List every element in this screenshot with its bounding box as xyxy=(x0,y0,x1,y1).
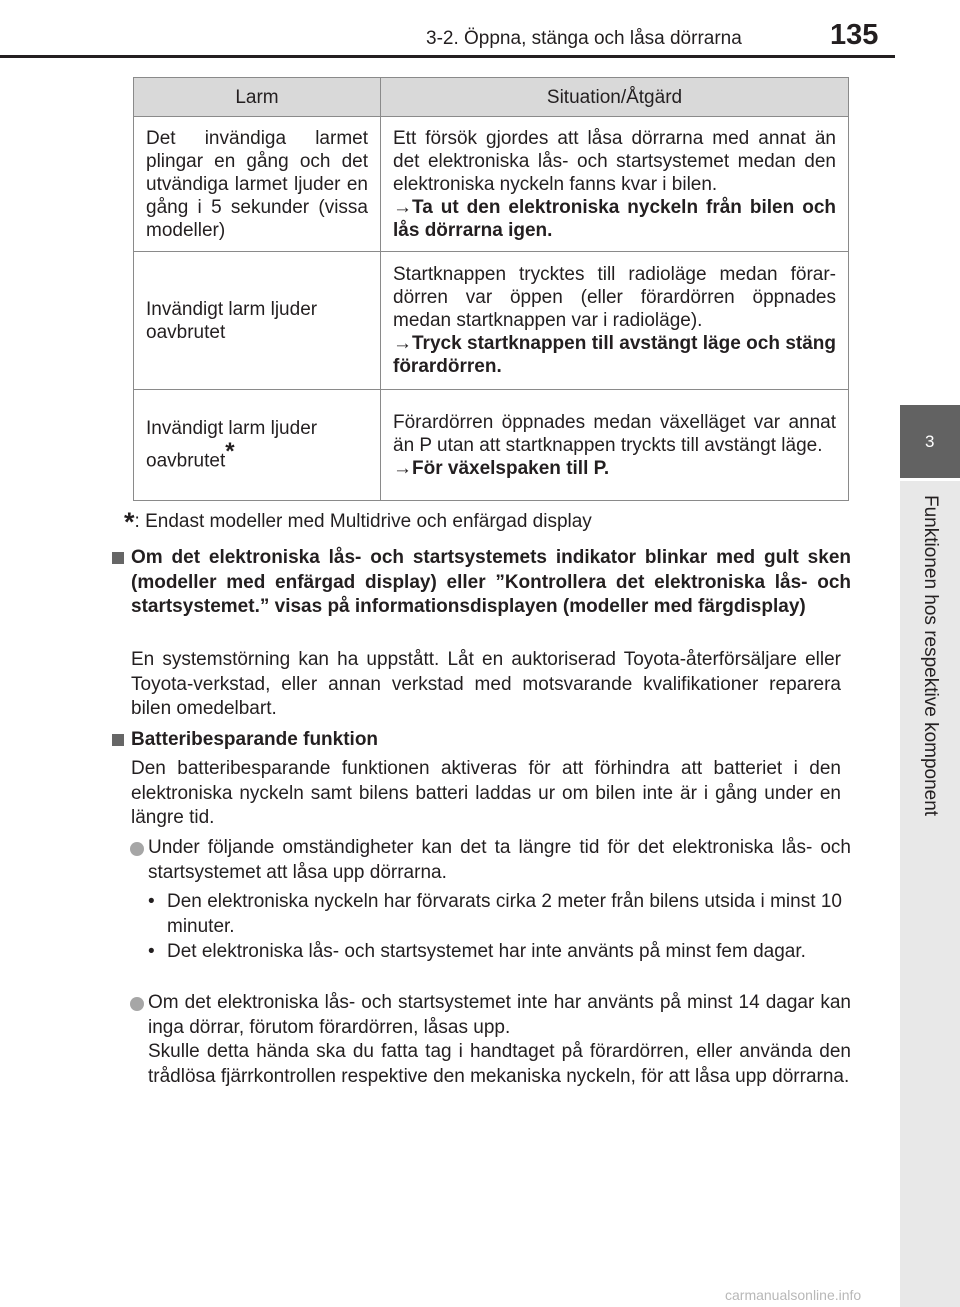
arrow-icon: → xyxy=(393,333,412,354)
situation-text: Ett försök gjordes att låsa dörrarna med annat än det elektroniska lås- och startsystemet medan den elektroniska nyckeln fanns kvar i bilen. xyxy=(393,127,836,195)
list-item xyxy=(148,991,851,1089)
dot-bullet-icon: • xyxy=(148,891,155,912)
table-row xyxy=(134,117,849,252)
page-number: 135 xyxy=(830,19,879,51)
circle-bullet-icon xyxy=(130,842,144,856)
section-body-battery: Den batteribesparande funktionen aktiveras för att förhindra att batteriet i den elektroniska nyckeln samt bilens batteri laddas ur om bilen inte är i gång under en längre tid. xyxy=(131,758,841,828)
situation-cell xyxy=(381,252,849,390)
table-row xyxy=(134,390,849,501)
circle-bullet-icon xyxy=(130,997,144,1011)
sub-list-item: Det elektroniska lås- och startsystemet har inte använts på minst fem dagar. xyxy=(167,941,806,962)
footnote xyxy=(124,507,592,537)
dot-bullet-icon: • xyxy=(148,941,155,962)
chapter-number: 3 xyxy=(925,432,935,451)
arrow-icon: → xyxy=(393,457,412,479)
chapter-title: Funktionen hos respektive komponent xyxy=(920,495,941,817)
list-item-continuation: Skulle detta hända ska du fatta tag i handtaget på förardörren, eller använda den trådlösa fjärrkontrollen respektive den mekaniska nyckeln, för att låsa upp dörrarna. xyxy=(148,1041,851,1087)
action-text: Ta ut den elektroniska nyckeln från bilen och lås dörrarna igen. xyxy=(393,196,836,241)
alarm-cell xyxy=(134,117,381,252)
situation-cell xyxy=(381,117,849,252)
list-item: Under följande omständigheter kan det ta längre tid för det elektroniska lås- och startsystemet att låsa upp dörrarna. xyxy=(148,837,851,883)
alarm-cell xyxy=(134,252,381,390)
list-item-text: Om det elektroniska lås- och startsystemet inte har använts på minst 14 dagar kan inga dörrar, förutom förardörren, låsas upp. xyxy=(148,992,851,1038)
section-heading-indicator: Om det elektroniska lås- och startsystemets indikator blinkar med gult sken (modeller med enfärgad display) eller ”Kontrollera det elektroniska lås- och startsystemet.” visas på informationsdisplayen (modeller med färgdisplay) xyxy=(131,547,851,617)
footnote-text: : Endast modeller med Multidrive och enfärgad display xyxy=(134,511,592,532)
sub-list-item: Den elektroniska nyckeln har förvarats cirka 2 meter från bilens utsida i minst 10 minuter. xyxy=(167,891,842,937)
square-bullet-icon xyxy=(112,734,124,746)
column-header-alarm: Larm xyxy=(134,78,381,117)
square-bullet-icon xyxy=(112,552,124,564)
header-divider xyxy=(0,55,895,58)
situation-cell xyxy=(381,390,849,501)
watermark: carmanualsonline.info xyxy=(725,1287,862,1303)
section-body-indicator: En systemstörning kan ha uppstått. Låt en auktoriserad Toyota-återförsäljare eller Toyota-verkstad, eller annan verkstad med motsvarande kvalifikationer reparera bilen omedelbart. xyxy=(131,649,841,719)
situation-text: Startknappen trycktes till radioläge medan förar-dörren var öppen (eller förardörren öppnades medan startknappen var i radioläge). xyxy=(393,264,836,331)
table-header-row xyxy=(134,78,849,117)
footnote-mark: * xyxy=(124,507,135,537)
column-header-situation: Situation/Åtgärd xyxy=(381,78,849,117)
action-line xyxy=(393,332,836,378)
situation-text: Förardörren öppnades medan växelläget var annat än P utan att startknappen tryckts till avstängt läge. xyxy=(393,411,836,456)
alarm-table xyxy=(133,77,849,501)
action-text: För växelspaken till P. xyxy=(412,457,610,479)
action-line xyxy=(393,457,836,480)
arrow-icon: → xyxy=(393,196,412,218)
alarm-cell xyxy=(134,390,381,501)
alarm-text: Det invändiga larmet plingar en gång och det utvändiga larmet ljuder en gång i 5 sekunder (vissa modeller) xyxy=(146,127,368,241)
action-line xyxy=(393,196,836,242)
action-text: Tryck startknappen till avstängt läge och stäng förardörren. xyxy=(393,333,836,377)
chapter-section-title: 3-2. Öppna, stänga och låsa dörrarna xyxy=(426,28,742,49)
alarm-text: Invändigt larm ljuder oavbrutet xyxy=(146,298,318,343)
footnote-mark: * xyxy=(225,438,235,466)
alarm-text: Invändigt larm ljuder oavbrutet xyxy=(146,418,318,472)
section-heading-battery: Batteribesparande funktion xyxy=(131,729,379,750)
table-row xyxy=(134,252,849,390)
